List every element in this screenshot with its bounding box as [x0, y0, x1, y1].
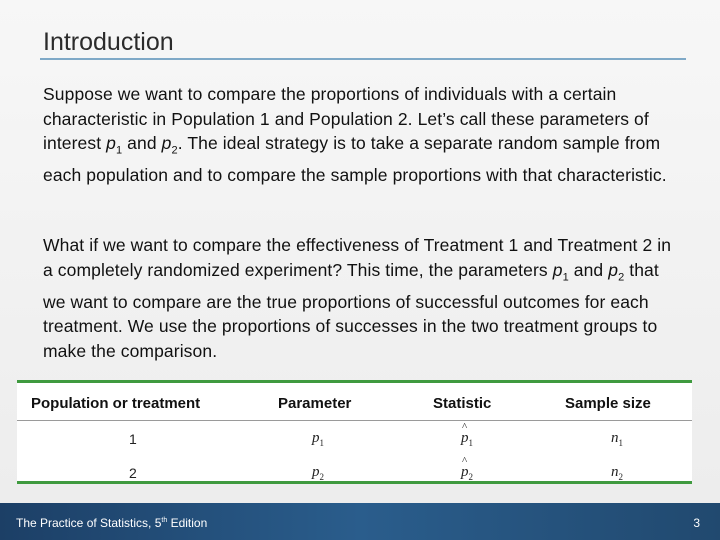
footer-book-title	[16, 516, 207, 530]
statistic-cell	[433, 421, 565, 456]
subscript: 1	[319, 438, 324, 448]
subscript: 2	[618, 271, 625, 283]
column-header-parameter: Parameter	[278, 383, 433, 421]
title-divider	[40, 58, 686, 60]
hat-symbol: ^	[462, 421, 468, 433]
parameter-symbol: p	[106, 133, 116, 153]
edition-text: Edition	[167, 516, 208, 530]
statistic-symbol: p	[461, 430, 469, 446]
table-header-row	[17, 383, 692, 421]
footer-bar	[0, 503, 720, 540]
page-number: 3	[693, 516, 700, 530]
parameter-symbol: p	[552, 259, 563, 280]
subscript: 1	[116, 144, 123, 157]
conjunction-text: and	[568, 259, 609, 280]
sample-size-symbol: n	[611, 464, 619, 480]
paragraph-text: Suppose we want to compare the proportions of individuals with a certain characteristic in Population 1 and Population 2. Let’s call these parameters of interest	[43, 84, 649, 153]
parameter-symbol: p	[161, 133, 172, 153]
paragraph-populations	[43, 82, 683, 188]
parameter-symbol: p	[608, 259, 619, 280]
conjunction-text: and	[122, 133, 162, 153]
sample-size-symbol: n	[611, 430, 619, 446]
hat-symbol: ^	[462, 455, 468, 467]
subscript: 1	[562, 271, 569, 283]
statistic-symbol: p	[461, 464, 469, 480]
subscript: 1	[468, 438, 473, 448]
table-row	[17, 455, 692, 489]
paragraph-text: . The ideal strategy is to take a separate random sample from each population and to compare the sample proportions with that characteristic.	[43, 133, 667, 185]
group-cell: 2	[129, 464, 137, 481]
parameter-cell	[278, 455, 433, 489]
paragraph-text: that we want to compare are the true proportions of successful outcomes for each treatment. We use the proportions of successes in the two treatment groups to make the comparison.	[43, 259, 659, 361]
sample-size-cell	[565, 421, 692, 456]
parameter-cell	[278, 421, 433, 456]
statistic-cell	[433, 455, 565, 489]
paragraph-text: What if we want to compare the effectiveness of Treatment 1 and Treatment 2 in a completely randomized experiment? This time, the parameters	[43, 235, 672, 280]
column-header-population: Population or treatment	[17, 383, 278, 421]
book-title-text: The Practice of Statistics, 5	[16, 516, 162, 530]
subscript: 2	[171, 144, 178, 157]
paragraph-treatments	[43, 233, 683, 363]
comparison-table	[17, 380, 692, 484]
sample-size-cell	[565, 455, 692, 489]
subscript: 1	[618, 438, 623, 448]
edition-superscript: th	[161, 517, 168, 524]
group-cell: 1	[129, 430, 137, 447]
column-header-statistic: Statistic	[433, 383, 565, 421]
table-row	[17, 421, 692, 456]
slide-title: Introduction	[43, 28, 174, 56]
subscript: 2	[618, 472, 623, 482]
column-header-sample-size: Sample size	[565, 383, 692, 421]
parameter-symbol: p	[312, 464, 320, 480]
parameter-symbol: p	[312, 430, 320, 446]
subscript: 2	[319, 472, 324, 482]
subscript: 2	[468, 472, 473, 482]
